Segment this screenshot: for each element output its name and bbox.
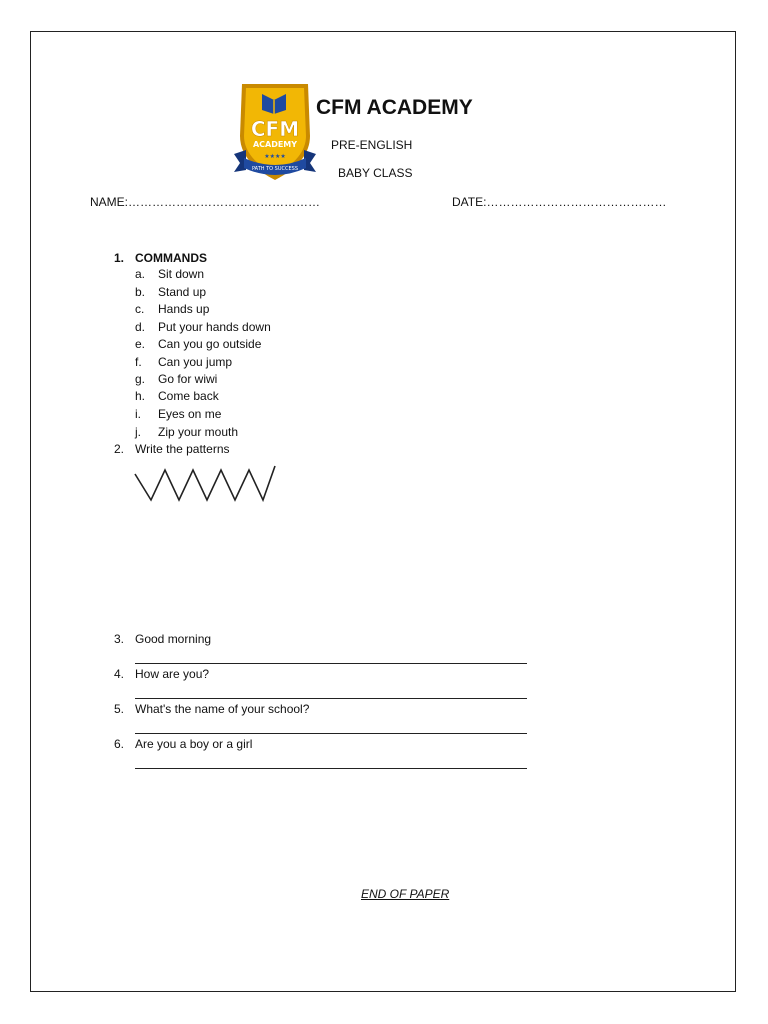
question-text: What's the name of your school? [135,702,310,716]
sub-item-text: Sit down [158,267,205,281]
question-text: Are you a boy or a girl [135,737,253,751]
question-number: 4. [113,667,124,681]
question-number: 6. [113,737,124,751]
question-number: 1. [113,251,124,265]
sub-item-text: Go for wiwi [158,372,218,386]
sub-item-letter: h. [135,389,146,403]
sub-item-text: Zip your mouth [158,425,239,439]
answer-line[interactable] [135,698,527,699]
end-of-paper: END OF PAPER [361,887,450,901]
class-name: BABY CLASS [338,166,413,180]
zigzag-pattern [133,462,279,508]
question-text: COMMANDS [135,251,207,265]
sub-item-text: Stand up [158,285,207,299]
answer-line[interactable] [135,663,527,664]
question-text: How are you? [135,667,210,681]
sub-item-text: Hands up [158,302,210,316]
question-number: 3. [113,632,124,646]
sub-item-letter: d. [135,320,146,334]
question-text: Good morning [135,632,212,646]
subject-title: PRE-ENGLISH [331,138,413,152]
school-logo [232,76,318,184]
logo-subtitle: ACADEMY [252,140,298,149]
question-number: 2. [113,442,124,456]
sub-item-letter: c. [135,302,145,316]
name-field: NAME:………………………………………… [90,195,321,209]
sub-item-text: Can you jump [158,355,233,369]
sub-item-letter: g. [135,372,146,386]
logo-title: CFM [250,117,300,141]
sub-item-letter: i. [135,407,141,421]
sub-item-text: Come back [158,389,219,403]
sub-item-text: Eyes on me [158,407,222,421]
date-field: DATE:……………………………………… [452,195,667,209]
sub-item-letter: f. [135,355,142,369]
sub-item-letter: j. [135,425,141,439]
sub-item-text: Can you go outside [158,337,262,351]
question-number: 5. [113,702,124,716]
answer-line[interactable] [135,733,527,734]
svg-text:★★★★: ★★★★ [264,154,286,160]
logo-motto: PATH TO SUCCESS [251,166,299,172]
sub-item-text: Put your hands down [158,320,271,334]
sub-item-letter: e. [135,337,146,351]
sub-item-letter: a. [135,267,146,281]
answer-line[interactable] [135,768,527,769]
sub-item-letter: b. [135,285,146,299]
question-text: Write the patterns [135,442,230,456]
school-name: CFM ACADEMY [316,96,473,119]
